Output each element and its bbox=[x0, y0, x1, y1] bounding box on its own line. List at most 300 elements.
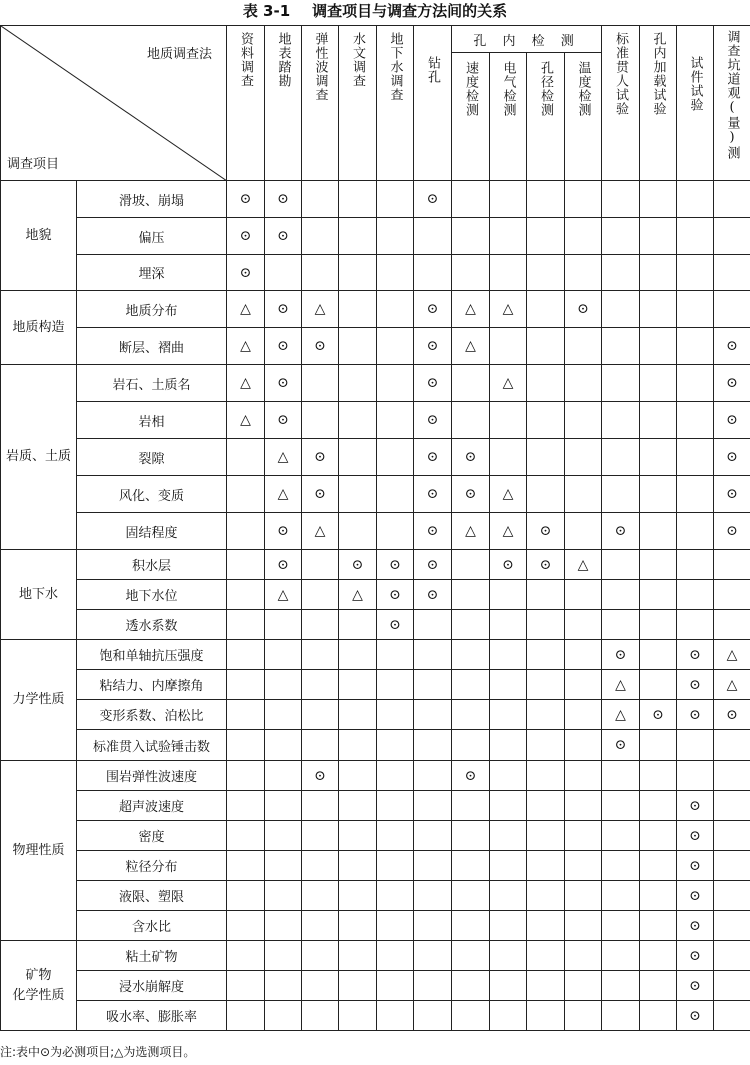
mark-cell bbox=[640, 328, 677, 365]
table-row bbox=[1, 476, 750, 513]
mark-cell: ⊙ bbox=[677, 791, 714, 821]
mark-cell bbox=[565, 513, 602, 550]
mark-cell bbox=[527, 791, 565, 821]
mark-cell: △ bbox=[602, 670, 640, 700]
mark-cell bbox=[302, 1001, 339, 1031]
mark-cell bbox=[302, 255, 339, 291]
corner-label-items: 调查项目 bbox=[7, 157, 60, 172]
mark-cell bbox=[714, 255, 750, 291]
mark-cell bbox=[677, 513, 714, 550]
table-body bbox=[1, 181, 750, 1031]
table-row bbox=[1, 670, 750, 700]
mark-cell: △ bbox=[227, 402, 265, 439]
table-row bbox=[1, 730, 750, 761]
mark-cell: ⊙ bbox=[414, 291, 452, 328]
mark-cell bbox=[490, 580, 527, 610]
mark-cell bbox=[302, 550, 339, 580]
category-cell: 岩质、土质 bbox=[1, 365, 77, 550]
mark-cell: ⊙ bbox=[265, 550, 302, 580]
mark-cell bbox=[640, 439, 677, 476]
mark-cell bbox=[677, 365, 714, 402]
mark-cell: ⊙ bbox=[377, 610, 414, 640]
table-row bbox=[1, 851, 750, 881]
col-header: 钻孔 bbox=[414, 26, 452, 181]
mark-cell bbox=[490, 255, 527, 291]
mark-cell bbox=[227, 761, 265, 791]
mark-cell: ⊙ bbox=[265, 513, 302, 550]
mark-cell bbox=[339, 365, 377, 402]
mark-cell bbox=[565, 791, 602, 821]
mark-cell bbox=[714, 1001, 750, 1031]
category-cell: 力学性质 bbox=[1, 640, 77, 761]
mark-cell bbox=[302, 670, 339, 700]
table-row bbox=[1, 181, 750, 218]
mark-cell bbox=[302, 610, 339, 640]
table-row bbox=[1, 941, 750, 971]
mark-cell bbox=[265, 851, 302, 881]
mark-cell: △ bbox=[565, 550, 602, 580]
group-header-in-hole: 孔 内 检 测 bbox=[452, 26, 602, 53]
mark-cell bbox=[602, 550, 640, 580]
mark-cell bbox=[414, 640, 452, 670]
mark-cell bbox=[490, 821, 527, 851]
mark-cell: △ bbox=[602, 700, 640, 730]
mark-cell: ⊙ bbox=[414, 550, 452, 580]
mark-cell bbox=[677, 181, 714, 218]
item-cell: 地下水位 bbox=[77, 580, 227, 610]
mark-cell: ⊙ bbox=[414, 402, 452, 439]
mark-cell bbox=[714, 821, 750, 851]
item-cell: 粘土矿物 bbox=[77, 941, 227, 971]
mark-cell: ⊙ bbox=[677, 881, 714, 911]
col-header: 水文调查 bbox=[339, 26, 377, 181]
category-cell bbox=[1, 941, 77, 1031]
mark-cell bbox=[452, 700, 490, 730]
item-cell: 液限、塑限 bbox=[77, 881, 227, 911]
mark-cell bbox=[527, 640, 565, 670]
mark-cell: ⊙ bbox=[414, 181, 452, 218]
mark-cell bbox=[339, 513, 377, 550]
mark-cell bbox=[452, 255, 490, 291]
mark-cell bbox=[677, 291, 714, 328]
mark-cell bbox=[452, 941, 490, 971]
mark-cell bbox=[527, 328, 565, 365]
table-row bbox=[1, 218, 750, 255]
mark-cell bbox=[377, 513, 414, 550]
mark-cell bbox=[527, 255, 565, 291]
mark-cell bbox=[527, 730, 565, 761]
category-label-line: 矿物 bbox=[25, 967, 52, 983]
table-row bbox=[1, 550, 750, 580]
mark-cell bbox=[265, 761, 302, 791]
mark-cell bbox=[565, 670, 602, 700]
mark-cell: △ bbox=[452, 513, 490, 550]
mark-cell bbox=[302, 640, 339, 670]
mark-cell bbox=[640, 851, 677, 881]
col-header: 电气检测 bbox=[490, 53, 527, 181]
mark-cell bbox=[265, 941, 302, 971]
mark-cell bbox=[377, 476, 414, 513]
mark-cell bbox=[452, 1001, 490, 1031]
mark-cell bbox=[490, 640, 527, 670]
mark-cell: ⊙ bbox=[265, 218, 302, 255]
corner-header bbox=[1, 26, 227, 181]
mark-cell bbox=[565, 640, 602, 670]
mark-cell bbox=[339, 881, 377, 911]
mark-cell bbox=[377, 791, 414, 821]
mark-cell: ⊙ bbox=[677, 670, 714, 700]
mark-cell bbox=[339, 476, 377, 513]
mark-cell bbox=[265, 610, 302, 640]
mark-cell bbox=[714, 181, 750, 218]
mark-cell: ⊙ bbox=[414, 365, 452, 402]
mark-cell bbox=[527, 365, 565, 402]
mark-cell bbox=[339, 670, 377, 700]
table-title-text: 调查项目与调查方法间的关系 bbox=[312, 2, 508, 20]
col-header: 温度检测 bbox=[565, 53, 602, 181]
mark-cell: ⊙ bbox=[677, 640, 714, 670]
mark-cell bbox=[302, 365, 339, 402]
mark-cell bbox=[227, 881, 265, 911]
mark-cell bbox=[339, 610, 377, 640]
table-note: 注:表中⊙为必测项目;△为选测项目。 bbox=[0, 1045, 196, 1059]
mark-cell: ⊙ bbox=[677, 971, 714, 1001]
mark-cell bbox=[302, 881, 339, 911]
mark-cell: ⊙ bbox=[602, 730, 640, 761]
mark-cell bbox=[490, 328, 527, 365]
mark-cell: ⊙ bbox=[414, 328, 452, 365]
mark-cell bbox=[302, 851, 339, 881]
mark-cell: △ bbox=[452, 328, 490, 365]
mark-cell: △ bbox=[490, 513, 527, 550]
mark-cell bbox=[377, 365, 414, 402]
mark-cell bbox=[527, 476, 565, 513]
item-cell: 变形系数、泊松比 bbox=[77, 700, 227, 730]
mark-cell bbox=[377, 881, 414, 911]
mark-cell bbox=[565, 851, 602, 881]
table-row bbox=[1, 255, 750, 291]
mark-cell: △ bbox=[265, 439, 302, 476]
mark-cell bbox=[227, 580, 265, 610]
mark-cell bbox=[602, 851, 640, 881]
mark-cell bbox=[640, 476, 677, 513]
item-cell: 围岩弹性波速度 bbox=[77, 761, 227, 791]
table-row bbox=[1, 640, 750, 670]
mark-cell: ⊙ bbox=[714, 402, 750, 439]
mark-cell bbox=[527, 291, 565, 328]
mark-cell bbox=[452, 791, 490, 821]
mark-cell: ⊙ bbox=[565, 291, 602, 328]
item-cell: 透水系数 bbox=[77, 610, 227, 640]
mark-cell: ⊙ bbox=[452, 476, 490, 513]
mark-cell bbox=[640, 402, 677, 439]
mark-cell bbox=[265, 640, 302, 670]
item-cell: 固结程度 bbox=[77, 513, 227, 550]
item-cell: 超声波速度 bbox=[77, 791, 227, 821]
mark-cell bbox=[527, 218, 565, 255]
mark-cell bbox=[302, 700, 339, 730]
mark-cell bbox=[677, 439, 714, 476]
col-header: 调查坑道观(量)测 bbox=[714, 26, 750, 181]
mark-cell bbox=[490, 181, 527, 218]
mark-cell bbox=[527, 911, 565, 941]
mark-cell bbox=[452, 851, 490, 881]
mark-cell: △ bbox=[227, 291, 265, 328]
mark-cell bbox=[414, 1001, 452, 1031]
mark-cell bbox=[414, 761, 452, 791]
mark-cell bbox=[602, 881, 640, 911]
item-cell: 滑坡、崩塌 bbox=[77, 181, 227, 218]
mark-cell bbox=[414, 730, 452, 761]
mark-cell bbox=[640, 640, 677, 670]
mark-cell bbox=[640, 291, 677, 328]
table-row bbox=[1, 911, 750, 941]
table-row bbox=[1, 291, 750, 328]
mark-cell: △ bbox=[227, 365, 265, 402]
mark-cell bbox=[227, 700, 265, 730]
mark-cell: ⊙ bbox=[302, 761, 339, 791]
mark-cell bbox=[602, 821, 640, 851]
mark-cell: ⊙ bbox=[452, 439, 490, 476]
mark-cell bbox=[677, 610, 714, 640]
mark-cell bbox=[640, 730, 677, 761]
mark-cell bbox=[452, 610, 490, 640]
mark-cell bbox=[527, 1001, 565, 1031]
mark-cell bbox=[640, 181, 677, 218]
mark-cell bbox=[714, 610, 750, 640]
mark-cell: △ bbox=[490, 365, 527, 402]
mark-cell bbox=[677, 580, 714, 610]
mark-cell: ⊙ bbox=[714, 476, 750, 513]
mark-cell: ⊙ bbox=[677, 700, 714, 730]
category-cell: 物理性质 bbox=[1, 761, 77, 941]
mark-cell bbox=[640, 365, 677, 402]
mark-cell: ⊙ bbox=[302, 328, 339, 365]
mark-cell bbox=[302, 580, 339, 610]
table-row bbox=[1, 1001, 750, 1031]
mark-cell bbox=[339, 291, 377, 328]
mark-cell: ⊙ bbox=[714, 439, 750, 476]
mark-cell: ⊙ bbox=[677, 1001, 714, 1031]
mark-cell bbox=[640, 941, 677, 971]
mark-cell bbox=[490, 761, 527, 791]
mark-cell bbox=[414, 881, 452, 911]
mark-cell bbox=[339, 911, 377, 941]
mark-cell bbox=[414, 700, 452, 730]
mark-cell bbox=[339, 218, 377, 255]
mark-cell bbox=[377, 761, 414, 791]
mark-cell: △ bbox=[339, 580, 377, 610]
mark-cell bbox=[339, 255, 377, 291]
mark-cell: ⊙ bbox=[227, 181, 265, 218]
item-cell: 岩石、土质名 bbox=[77, 365, 227, 402]
mark-cell bbox=[565, 881, 602, 911]
category-cell: 地下水 bbox=[1, 550, 77, 640]
mark-cell bbox=[452, 911, 490, 941]
mark-cell: ⊙ bbox=[227, 218, 265, 255]
mark-cell bbox=[377, 439, 414, 476]
mark-cell bbox=[602, 971, 640, 1001]
mark-cell bbox=[452, 971, 490, 1001]
mark-cell bbox=[565, 439, 602, 476]
item-cell: 粘结力、内摩擦角 bbox=[77, 670, 227, 700]
item-cell: 偏压 bbox=[77, 218, 227, 255]
mark-cell bbox=[714, 911, 750, 941]
item-cell: 断层、褶曲 bbox=[77, 328, 227, 365]
mark-cell: ⊙ bbox=[714, 513, 750, 550]
mark-cell: ⊙ bbox=[265, 402, 302, 439]
mark-cell bbox=[377, 255, 414, 291]
mark-cell bbox=[490, 851, 527, 881]
mark-cell: ⊙ bbox=[714, 700, 750, 730]
mark-cell bbox=[452, 640, 490, 670]
mark-cell bbox=[490, 730, 527, 761]
mark-cell bbox=[227, 971, 265, 1001]
table-row bbox=[1, 328, 750, 365]
mark-cell bbox=[227, 941, 265, 971]
mark-cell bbox=[565, 700, 602, 730]
mark-cell bbox=[527, 610, 565, 640]
mark-cell: ⊙ bbox=[677, 821, 714, 851]
mark-cell bbox=[677, 328, 714, 365]
mark-cell: △ bbox=[490, 476, 527, 513]
mark-cell bbox=[602, 911, 640, 941]
mark-cell bbox=[265, 821, 302, 851]
mark-cell bbox=[714, 791, 750, 821]
mark-cell: ⊙ bbox=[339, 550, 377, 580]
mark-cell bbox=[377, 971, 414, 1001]
mark-cell bbox=[377, 402, 414, 439]
table-row bbox=[1, 365, 750, 402]
mark-cell: ⊙ bbox=[265, 181, 302, 218]
mark-cell bbox=[339, 730, 377, 761]
category-cell: 地貌 bbox=[1, 181, 77, 291]
mark-cell bbox=[339, 700, 377, 730]
mark-cell: △ bbox=[265, 580, 302, 610]
mark-cell: ⊙ bbox=[302, 439, 339, 476]
mark-cell bbox=[565, 218, 602, 255]
mark-cell bbox=[490, 610, 527, 640]
mark-cell bbox=[377, 730, 414, 761]
mark-cell bbox=[302, 218, 339, 255]
mark-cell bbox=[602, 610, 640, 640]
mark-cell bbox=[565, 610, 602, 640]
mark-cell bbox=[714, 580, 750, 610]
mark-cell bbox=[602, 1001, 640, 1031]
col-header: 地下水调查 bbox=[377, 26, 414, 181]
mark-cell: ⊙ bbox=[527, 513, 565, 550]
mark-cell bbox=[302, 971, 339, 1001]
mark-cell bbox=[265, 730, 302, 761]
mark-cell: △ bbox=[302, 513, 339, 550]
mark-cell bbox=[677, 402, 714, 439]
mark-cell bbox=[265, 670, 302, 700]
mark-cell bbox=[602, 580, 640, 610]
mark-cell bbox=[602, 291, 640, 328]
mark-cell bbox=[377, 218, 414, 255]
item-cell: 岩相 bbox=[77, 402, 227, 439]
mark-cell bbox=[265, 1001, 302, 1031]
mark-cell bbox=[640, 1001, 677, 1031]
mark-cell bbox=[602, 402, 640, 439]
mark-cell bbox=[227, 851, 265, 881]
item-cell: 标准贯入试验锤击数 bbox=[77, 730, 227, 761]
mark-cell: ⊙ bbox=[414, 580, 452, 610]
mark-cell bbox=[227, 791, 265, 821]
mark-cell bbox=[302, 791, 339, 821]
table-row bbox=[1, 580, 750, 610]
mark-cell bbox=[565, 730, 602, 761]
category-cell: 地质构造 bbox=[1, 291, 77, 365]
mark-cell: ⊙ bbox=[490, 550, 527, 580]
mark-cell: ⊙ bbox=[527, 550, 565, 580]
mark-cell bbox=[227, 911, 265, 941]
mark-cell bbox=[565, 1001, 602, 1031]
mark-cell bbox=[640, 610, 677, 640]
mark-cell bbox=[452, 670, 490, 700]
mark-cell bbox=[452, 402, 490, 439]
mark-cell bbox=[527, 402, 565, 439]
mark-cell bbox=[640, 255, 677, 291]
mark-cell bbox=[339, 328, 377, 365]
mark-cell bbox=[377, 670, 414, 700]
mark-cell bbox=[452, 181, 490, 218]
mark-cell bbox=[414, 911, 452, 941]
mark-cell bbox=[527, 439, 565, 476]
item-cell: 积水层 bbox=[77, 550, 227, 580]
mark-cell bbox=[302, 181, 339, 218]
mark-cell bbox=[339, 941, 377, 971]
mark-cell bbox=[227, 730, 265, 761]
mark-cell bbox=[640, 218, 677, 255]
mark-cell bbox=[377, 1001, 414, 1031]
mark-cell bbox=[452, 730, 490, 761]
mark-cell bbox=[377, 941, 414, 971]
mark-cell bbox=[227, 476, 265, 513]
mark-cell bbox=[490, 439, 527, 476]
mark-cell bbox=[414, 851, 452, 881]
mark-cell bbox=[339, 402, 377, 439]
mark-cell bbox=[640, 513, 677, 550]
table-header bbox=[1, 26, 750, 181]
table-row bbox=[1, 761, 750, 791]
mark-cell bbox=[640, 761, 677, 791]
mark-cell bbox=[602, 181, 640, 218]
mark-cell: ⊙ bbox=[414, 476, 452, 513]
mark-cell bbox=[452, 580, 490, 610]
mark-cell bbox=[677, 761, 714, 791]
table-row bbox=[1, 610, 750, 640]
mark-cell bbox=[227, 640, 265, 670]
mark-cell bbox=[714, 851, 750, 881]
mark-cell bbox=[414, 255, 452, 291]
mark-cell bbox=[339, 791, 377, 821]
mark-cell bbox=[414, 670, 452, 700]
mark-cell bbox=[302, 911, 339, 941]
mark-cell bbox=[640, 550, 677, 580]
mark-cell bbox=[602, 365, 640, 402]
item-cell: 埋深 bbox=[77, 255, 227, 291]
item-cell: 粒径分布 bbox=[77, 851, 227, 881]
mark-cell bbox=[602, 941, 640, 971]
mark-cell: ⊙ bbox=[377, 580, 414, 610]
mark-cell bbox=[339, 640, 377, 670]
item-cell: 饱和单轴抗压强度 bbox=[77, 640, 227, 670]
mark-cell bbox=[602, 328, 640, 365]
mark-cell bbox=[414, 610, 452, 640]
mark-cell bbox=[377, 851, 414, 881]
mark-cell bbox=[227, 610, 265, 640]
